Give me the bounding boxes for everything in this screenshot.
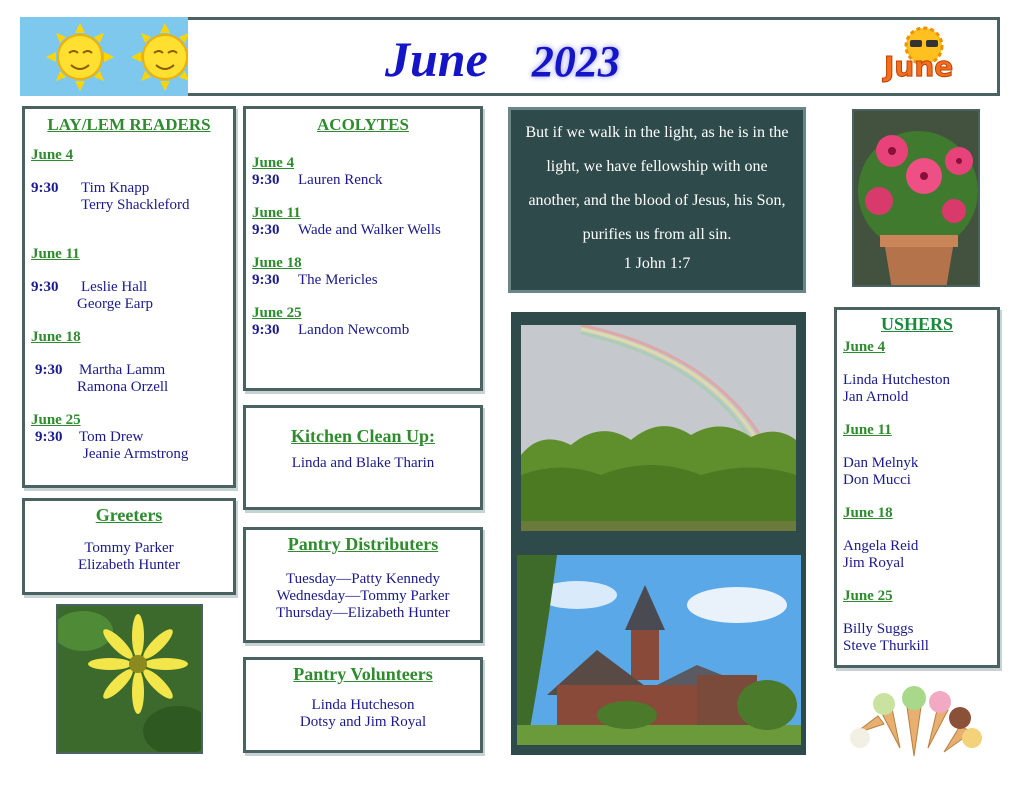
entry-name: Ramona Orzell: [77, 379, 169, 395]
distributer-line: Thursday—Elizabeth Hunter: [276, 605, 450, 621]
greeter-name: Elizabeth Hunter: [77, 557, 181, 573]
acolyte-entry: [252, 305, 474, 339]
acolytes-card: [243, 106, 483, 391]
entry-date: June 25: [252, 305, 302, 321]
entry-name: Lauren Renck: [298, 172, 383, 188]
entry-name: Terry Shackleford: [81, 197, 190, 213]
acolyte-entry: [252, 155, 474, 189]
entry-name: Dan Melnyk: [843, 455, 919, 471]
entry-name: Jim Royal: [843, 555, 905, 571]
entry-name: Jan Arnold: [843, 389, 909, 405]
june-sun-badge: [882, 24, 968, 86]
usher-entry: [843, 339, 991, 406]
yellow-daisy-icon: [58, 606, 203, 754]
entry-name: George Earp: [77, 296, 153, 312]
church-building-icon: [517, 555, 801, 745]
ice-cream-cones: [848, 686, 986, 758]
church-photo: [517, 555, 801, 745]
lay-entry: [31, 147, 227, 214]
photo-frame: [511, 312, 806, 755]
ushers-card: [834, 307, 1000, 668]
rainbow-trees-icon: [521, 325, 796, 531]
lay-entry: [31, 412, 227, 463]
lay-readers-title: LAY/LEM READERS: [47, 115, 211, 134]
entry-name: Angela Reid: [843, 538, 919, 554]
entry-date: June 25: [843, 588, 893, 604]
lay-entry: [31, 246, 227, 313]
entry-date: June 4: [843, 339, 886, 355]
hibiscus-flower-icon: [854, 111, 980, 287]
entry-date: June 18: [252, 255, 302, 271]
sun-strip: [20, 17, 188, 96]
greeters-card: [22, 498, 236, 595]
distributer-line: Tuesday—Patty Kennedy: [285, 571, 441, 587]
entry-date: June 11: [31, 246, 80, 262]
verse-box: [508, 107, 806, 293]
verse-text: But if we walk in the light, as he is in the light, we have fellowship with one another, and the blood of Jesus, his Son, purifies us from all sin.: [525, 124, 789, 243]
verse-reference: 1 John 1:7: [623, 255, 691, 272]
entry-name: Jeanie Armstrong: [83, 446, 189, 462]
volunteer-line: Dotsy and Jim Royal: [299, 714, 427, 730]
entry-date: June 11: [843, 422, 892, 438]
acolyte-entry: [252, 255, 474, 289]
entry-name: The Mericles: [298, 272, 378, 288]
entry-time: 9:30: [31, 279, 59, 295]
entry-name: Tom Drew: [79, 429, 144, 445]
entry-name: Tim Knapp: [81, 180, 150, 196]
entry-time: 9:30: [31, 180, 59, 196]
title-month: June: [385, 31, 488, 87]
entry-time: 9:30: [252, 172, 280, 188]
pantry-distributers-title: Pantry Distributers: [287, 534, 439, 554]
title-year: 2023: [531, 37, 620, 86]
kitchen-title: Kitchen Clean Up:: [291, 426, 435, 446]
kitchen-card: [243, 405, 483, 510]
lay-entry: [31, 329, 227, 396]
entry-name: Landon Newcomb: [298, 322, 410, 338]
usher-entry: [843, 588, 991, 655]
entry-name: Billy Suggs: [843, 621, 914, 637]
greeters-title: Greeters: [95, 505, 163, 525]
entry-name: Steve Thurkill: [843, 638, 929, 654]
yellow-flower-photo: [56, 604, 203, 754]
pantry-volunteers-title: Pantry Volunteers: [293, 664, 433, 684]
kitchen-names: Linda and Blake Tharin: [291, 455, 435, 471]
ice-cream-icon: [848, 686, 986, 758]
badge-text: June: [884, 50, 954, 83]
pantry-volunteers-card: [243, 657, 483, 753]
twin-suns-icon: [20, 17, 188, 96]
entry-time: 9:30: [35, 362, 63, 378]
hibiscus-photo: [852, 109, 980, 287]
entry-name: Martha Lamm: [79, 362, 166, 378]
entry-date: June 25: [31, 412, 81, 428]
acolytes-title: ACOLYTES: [317, 115, 409, 134]
entry-name: Wade and Walker Wells: [298, 222, 441, 238]
entry-time: 9:30: [252, 222, 280, 238]
volunteer-line: Linda Hutcheson: [311, 697, 415, 713]
page-title: [385, 30, 685, 90]
greeter-name: Tommy Parker: [84, 540, 174, 556]
entry-time: 9:30: [252, 272, 280, 288]
lay-readers-card: [22, 106, 236, 488]
entry-date: June 18: [31, 329, 81, 345]
entry-name: Don Mucci: [843, 472, 911, 488]
entry-name: Leslie Hall: [81, 279, 148, 295]
entry-date: June 4: [252, 155, 295, 171]
entry-time: 9:30: [35, 429, 63, 445]
usher-entry: [843, 505, 991, 572]
ushers-title: USHERS: [880, 314, 954, 334]
entry-date: June 11: [252, 205, 301, 221]
acolyte-entry: [252, 205, 474, 239]
entry-date: June 4: [31, 147, 74, 163]
entry-name: Linda Hutcheston: [843, 372, 951, 388]
entry-date: June 18: [843, 505, 893, 521]
usher-entry: [843, 422, 991, 489]
pantry-distributers-card: [243, 527, 483, 643]
distributer-line: Wednesday—Tommy Parker: [276, 588, 450, 604]
entry-time: 9:30: [252, 322, 280, 338]
rainbow-photo: [521, 325, 796, 531]
